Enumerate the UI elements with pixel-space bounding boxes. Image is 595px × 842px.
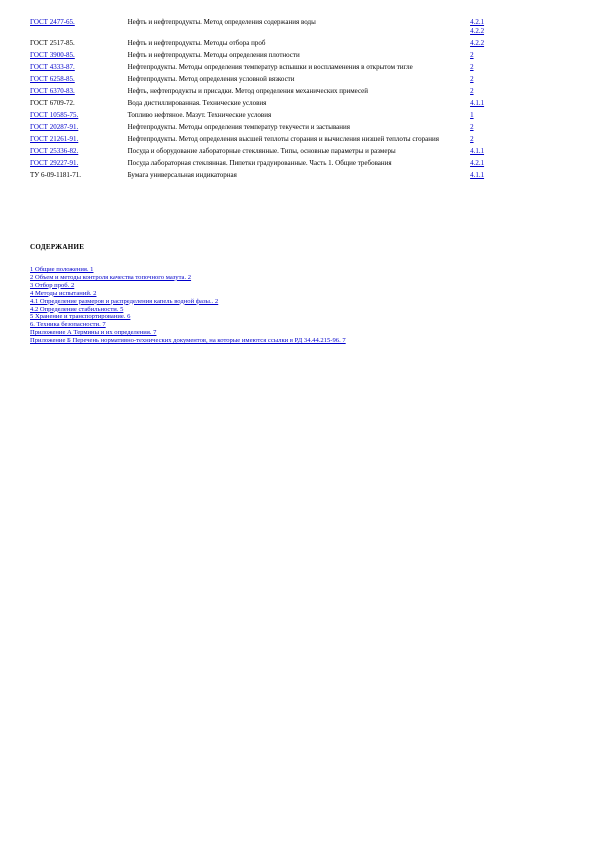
toc-item bbox=[30, 321, 346, 329]
reference-sections-cell bbox=[470, 87, 500, 99]
reference-doc-cell bbox=[30, 18, 128, 39]
reference-title: Посуда лабораторная стеклянная. Пипетки градуированные. Часть 1. Общие требования bbox=[127, 159, 392, 167]
reference-title: Нефть и нефтепродукты. Методы отбора проб bbox=[127, 39, 266, 47]
reference-section-link[interactable]: 2 bbox=[470, 123, 474, 131]
reference-section-link[interactable]: 4.2.1 bbox=[470, 18, 485, 26]
toc-list bbox=[30, 266, 346, 345]
reference-doc-link[interactable]: ГОСТ 3900-85. bbox=[30, 51, 75, 59]
reference-doc-link[interactable]: ГОСТ 21261-91. bbox=[30, 135, 79, 143]
reference-table bbox=[30, 18, 500, 183]
toc-item bbox=[30, 274, 346, 282]
reference-title: Нефть и нефтепродукты. Методы определения плотности bbox=[127, 51, 300, 59]
reference-section-link[interactable]: 4.1.1 bbox=[470, 99, 485, 107]
reference-sections-cell bbox=[470, 135, 500, 147]
reference-row bbox=[30, 75, 500, 87]
toc-title: СОДЕРЖАНИЕ bbox=[30, 243, 85, 251]
reference-section-link[interactable]: 2 bbox=[470, 87, 474, 95]
reference-doc-cell bbox=[30, 63, 128, 75]
reference-title: Посуда и оборудование лабораторные стеклянные. Типы, основные параметры и размеры bbox=[127, 147, 396, 155]
reference-row bbox=[30, 159, 500, 171]
reference-sections-cell bbox=[470, 51, 500, 63]
reference-row bbox=[30, 123, 500, 135]
reference-doc-link[interactable]: ГОСТ 4333-87. bbox=[30, 63, 75, 71]
reference-title: Вода дистиллированная. Технические условия bbox=[127, 99, 267, 107]
reference-title: Нефть, нефтепродукты и присадки. Метод определения механических примесей bbox=[127, 87, 368, 95]
toc-item bbox=[30, 313, 346, 321]
toc-item bbox=[30, 337, 346, 345]
reference-section-link[interactable]: 4.1.1 bbox=[470, 147, 485, 155]
reference-title: Нефтепродукты. Методы определения температур вспышки и воспламенения в открытом тигле bbox=[127, 63, 413, 71]
reference-doc-link[interactable]: ГОСТ 29227-91. bbox=[30, 159, 79, 167]
reference-doc-cell bbox=[30, 123, 128, 135]
toc-link[interactable]: 4.1 Определение размеров и распределения капель водной фазы.. 2 bbox=[30, 297, 219, 305]
reference-sections-cell bbox=[470, 123, 500, 135]
reference-table-body bbox=[30, 18, 500, 183]
reference-doc-cell bbox=[30, 111, 128, 123]
toc-item bbox=[30, 266, 346, 274]
reference-row bbox=[30, 51, 500, 63]
reference-section-link[interactable]: 2 bbox=[470, 135, 474, 143]
reference-title: Нефтепродукты. Метод определения высшей теплоты сгорания и вычисления низшей теплоты сгорания bbox=[127, 135, 439, 143]
toc-link[interactable]: Приложение Б Перечень нормативно-технических документов, на которые имеются ссылки в РД 34.44.215-96. 7 bbox=[30, 337, 346, 345]
toc-link[interactable]: 2 Объем и методы контроля качества топочного мазута. 2 bbox=[30, 273, 192, 281]
reference-section-link[interactable]: 4.2.2 bbox=[470, 27, 485, 35]
reference-doc-link[interactable]: ГОСТ 10585-75. bbox=[30, 111, 79, 119]
reference-doc-cell bbox=[30, 99, 128, 111]
reference-sections-cell bbox=[470, 111, 500, 123]
toc-item bbox=[30, 298, 346, 306]
reference-sections-cell bbox=[470, 63, 500, 75]
reference-row bbox=[30, 111, 500, 123]
reference-row bbox=[30, 171, 500, 183]
reference-doc-link[interactable]: ГОСТ 2477-65. bbox=[30, 18, 75, 26]
reference-section-link[interactable]: 4.1.1 bbox=[470, 171, 485, 179]
toc-link[interactable]: 4 Методы испытаний. 2 bbox=[30, 289, 97, 297]
reference-doc-cell bbox=[30, 51, 128, 63]
reference-doc-label: ГОСТ 6709-72. bbox=[30, 99, 75, 107]
reference-sections-cell bbox=[470, 171, 500, 183]
toc-link[interactable]: 5 Хранение и транспортирование. 6 bbox=[30, 313, 131, 321]
reference-doc-cell bbox=[30, 39, 128, 51]
reference-row bbox=[30, 99, 500, 111]
reference-doc-label: ТУ 6-09-1181-71. bbox=[30, 171, 81, 179]
toc-item bbox=[30, 282, 346, 290]
toc-item bbox=[30, 290, 346, 298]
reference-doc-cell bbox=[30, 75, 128, 87]
reference-section-link[interactable]: 2 bbox=[470, 75, 474, 83]
reference-title: Бумага универсальная индикаторная bbox=[127, 171, 237, 179]
reference-doc-cell bbox=[30, 147, 128, 159]
toc-link[interactable]: 1 Общие положения. 1 bbox=[30, 266, 94, 273]
reference-doc-link[interactable]: ГОСТ 6370-83. bbox=[30, 87, 75, 95]
toc-link[interactable]: 4.2 Определение стабильности. 5 bbox=[30, 305, 124, 313]
toc-item bbox=[30, 329, 346, 337]
reference-sections-cell bbox=[470, 159, 500, 171]
reference-section-link[interactable]: 4.2.2 bbox=[470, 39, 485, 47]
reference-sections-cell bbox=[470, 39, 500, 51]
reference-doc-link[interactable]: ГОСТ 6258-85. bbox=[30, 75, 75, 83]
reference-row bbox=[30, 147, 500, 159]
reference-sections-cell bbox=[470, 18, 500, 39]
toc-link[interactable]: 3 Отбор проб. 2 bbox=[30, 281, 75, 289]
reference-doc-label: ГОСТ 2517-85. bbox=[30, 39, 75, 47]
reference-row bbox=[30, 63, 500, 75]
reference-row bbox=[30, 39, 500, 51]
reference-title: Нефть и нефтепродукты. Метод определения содержания воды bbox=[127, 18, 316, 26]
reference-doc-link[interactable]: ГОСТ 25336-82. bbox=[30, 147, 79, 155]
reference-doc-cell bbox=[30, 135, 128, 147]
reference-doc-cell bbox=[30, 171, 128, 183]
toc-item bbox=[30, 306, 346, 314]
reference-section-link[interactable]: 1 bbox=[470, 111, 474, 119]
reference-row bbox=[30, 18, 500, 39]
reference-sections-cell bbox=[470, 75, 500, 87]
reference-row bbox=[30, 135, 500, 147]
reference-doc-cell bbox=[30, 87, 128, 99]
reference-title: Нефтепродукты. Методы определения температур текучести и застывания bbox=[127, 123, 351, 131]
reference-section-link[interactable]: 2 bbox=[470, 63, 474, 71]
toc-link[interactable]: Приложение А Термины и их определения. 7 bbox=[30, 329, 157, 337]
reference-row bbox=[30, 87, 500, 99]
reference-sections-cell bbox=[470, 147, 500, 159]
reference-section-link[interactable]: 2 bbox=[470, 51, 474, 59]
toc-link[interactable]: 6. Техника безопасности. 7 bbox=[30, 321, 106, 329]
reference-doc-link[interactable]: ГОСТ 20287-91. bbox=[30, 123, 79, 131]
reference-section-link[interactable]: 4.2.1 bbox=[470, 159, 485, 167]
reference-title: Нефтепродукты. Метод определения условной вязкости bbox=[127, 75, 295, 83]
reference-sections-cell bbox=[470, 99, 500, 111]
reference-title: Топливо нефтяное. Мазут. Технические условия bbox=[127, 111, 272, 119]
reference-doc-cell bbox=[30, 159, 128, 171]
